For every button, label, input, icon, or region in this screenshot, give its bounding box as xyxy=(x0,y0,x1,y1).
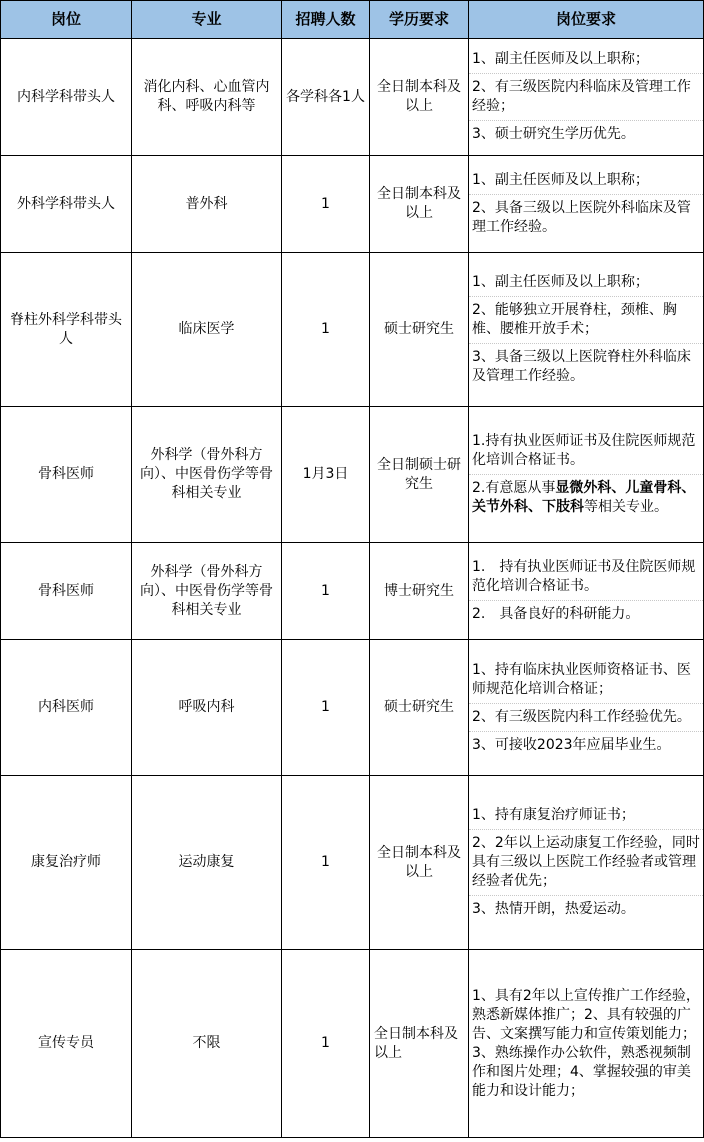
count-cell: 1月3日 xyxy=(282,407,370,543)
requirement-text: 等相关专业。 xyxy=(584,499,668,515)
requirement-item: 2、能够独立开展脊柱，颈椎、胸椎、腰椎开放手术； xyxy=(469,297,703,344)
table-row xyxy=(1,543,704,640)
education-cell: 全日制本科及以上 xyxy=(370,950,469,1138)
table-row xyxy=(1,253,704,407)
count-cell: 1 xyxy=(282,776,370,950)
table-row xyxy=(1,39,704,156)
requirement-item: 2、有三级医院内科工作经验优先。 xyxy=(469,704,703,732)
requirement-highlight: 显微外科、儿童骨科、关节外科、下肢科 xyxy=(472,480,696,515)
table-row xyxy=(1,407,704,543)
major-cell: 呼吸内科 xyxy=(132,640,282,776)
count-cell: 各学科各1人 xyxy=(282,39,370,156)
count-cell: 1 xyxy=(282,640,370,776)
requirement-item: 1.持有执业医师证书及住院医师规范化培训合格证书。 xyxy=(469,428,703,475)
education-cell: 硕士研究生 xyxy=(370,253,469,407)
requirements-cell xyxy=(469,640,704,776)
requirements-cell xyxy=(469,407,704,543)
position-cell: 康复治疗师 xyxy=(1,776,132,950)
requirements-cell xyxy=(469,156,704,253)
requirement-text: 2.有意愿从事 xyxy=(472,480,556,496)
count-cell: 1 xyxy=(282,950,370,1138)
count-cell: 1 xyxy=(282,543,370,640)
requirement-item: 1、副主任医师及以上职称； xyxy=(469,269,703,297)
education-cell: 博士研究生 xyxy=(370,543,469,640)
requirement-item: 2、具备三级以上医院外科临床及管理工作经验。 xyxy=(472,200,691,235)
requirement-item: 1、副主任医师及以上职称； xyxy=(469,167,703,195)
requirement-item: 2、2年以上运动康复工作经验，同时具有三级以上医院工作经验者或管理经验者优先； xyxy=(469,830,703,896)
header-education: 学历要求 xyxy=(370,1,469,39)
requirements-cell xyxy=(469,776,704,950)
requirement-item xyxy=(469,475,703,521)
requirement-item: 1、副主任医师及以上职称； xyxy=(469,46,703,74)
position-cell: 宣传专员 xyxy=(1,950,132,1138)
requirement-item: 1、持有康复治疗师证书； xyxy=(469,802,703,830)
major-cell: 外科学（骨外科方向）、中医骨伤学等骨科相关专业 xyxy=(132,543,282,640)
position-cell: 骨科医师 xyxy=(1,407,132,543)
position-cell: 内科医师 xyxy=(1,640,132,776)
education-cell: 硕士研究生 xyxy=(370,640,469,776)
count-cell: 1 xyxy=(282,156,370,253)
education-cell: 全日制本科及以上 xyxy=(370,156,469,253)
education-cell: 全日制硕士研究生 xyxy=(370,407,469,543)
major-cell: 外科学（骨外科方向）、中医骨伤学等骨科相关专业 xyxy=(132,407,282,543)
requirement-item: 1、具有2年以上宣传推广工作经验，熟悉新媒体推广；2、具有较强的广告、文案撰写能力和宣传策划能力；3、熟练操作办公软件，熟悉视频制作和图片处理；4、掌握较强的审美能力和设计能力； xyxy=(472,987,700,1099)
table-row xyxy=(1,640,704,776)
requirements-cell xyxy=(469,39,704,156)
major-cell: 消化内科、心血管内科、呼吸内科等 xyxy=(132,39,282,156)
header-position: 岗位 xyxy=(1,1,132,39)
position-cell: 骨科医师 xyxy=(1,543,132,640)
header-major: 专业 xyxy=(132,1,282,39)
table-row xyxy=(1,776,704,950)
requirement-item: 3、具备三级以上医院脊柱外科临床及管理工作经验。 xyxy=(472,349,691,384)
requirement-item: 1. 持有执业医师证书及住院医师规范化培训合格证书。 xyxy=(469,554,703,601)
education-cell: 全日制本科及以上 xyxy=(370,776,469,950)
header-row xyxy=(1,1,704,39)
requirement-item: 2、有三级医院内科临床及管理工作经验； xyxy=(469,74,703,121)
table-row xyxy=(1,156,704,253)
header-count: 招聘人数 xyxy=(282,1,370,39)
major-cell: 不限 xyxy=(132,950,282,1138)
requirements-cell xyxy=(469,543,704,640)
position-cell: 外科学科带头人 xyxy=(1,156,132,253)
education-cell: 全日制本科及以上 xyxy=(370,39,469,156)
requirement-item: 1、持有临床执业医师资格证书、医师规范化培训合格证； xyxy=(469,657,703,704)
requirement-item: 3、硕士研究生学历优先。 xyxy=(472,126,635,142)
position-cell: 内科学科带头人 xyxy=(1,39,132,156)
position-cell: 脊柱外科学科带头人 xyxy=(1,253,132,407)
major-cell: 临床医学 xyxy=(132,253,282,407)
major-cell: 普外科 xyxy=(132,156,282,253)
requirement-item: 3、热情开朗，热爱运动。 xyxy=(472,901,635,917)
requirement-item: 3、可接收2023年应届毕业生。 xyxy=(472,736,671,753)
header-requirements: 岗位要求 xyxy=(469,1,704,39)
requirements-cell xyxy=(469,950,704,1138)
count-cell: 1 xyxy=(282,253,370,407)
requirement-item: 2. 具备良好的科研能力。 xyxy=(472,606,640,622)
requirements-cell xyxy=(469,253,704,407)
table-row xyxy=(1,950,704,1138)
major-cell: 运动康复 xyxy=(132,776,282,950)
